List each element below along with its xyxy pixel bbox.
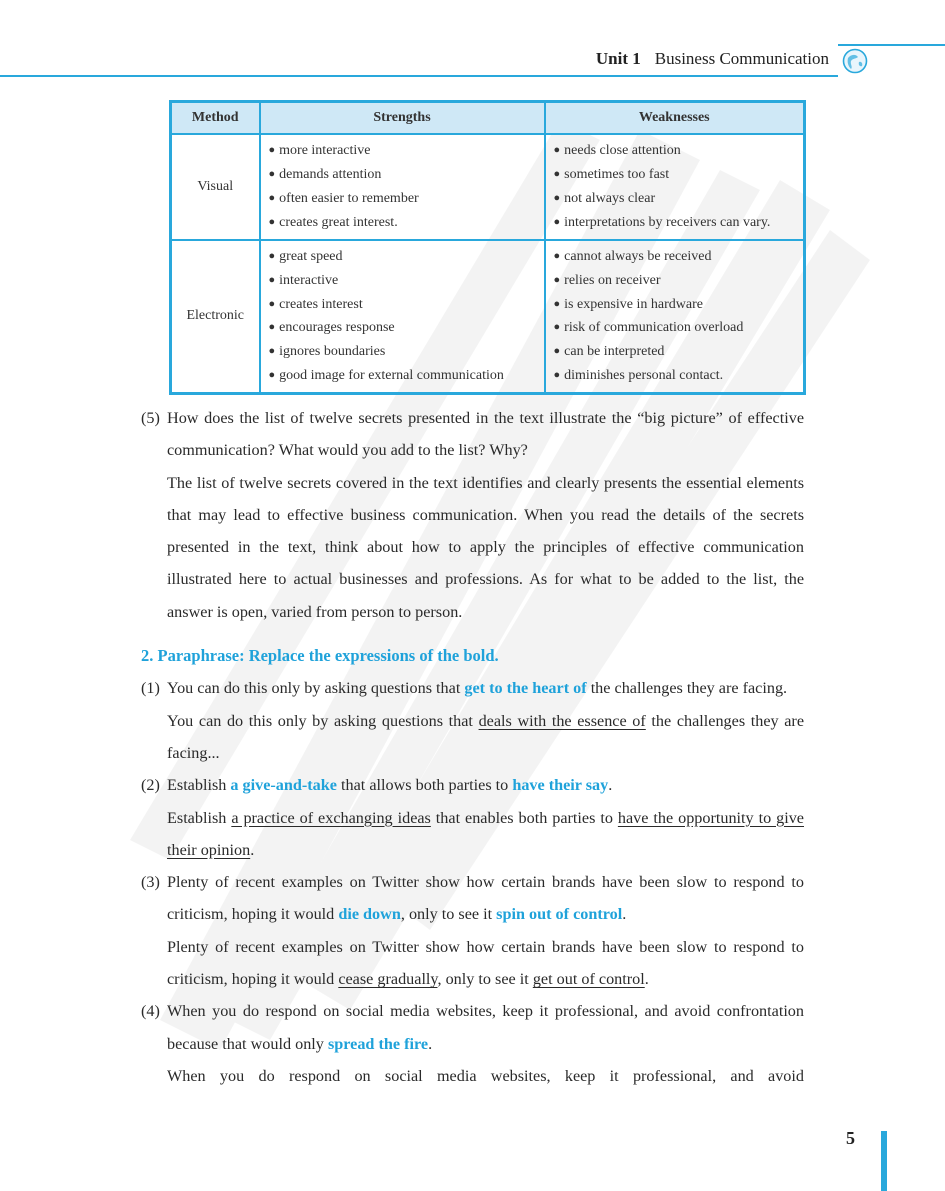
sentence-part: , only to see it bbox=[437, 970, 533, 989]
section-heading: 2. Paraphrase: Replace the expressions of the bold. bbox=[141, 646, 499, 666]
sentence-part: , only to see it bbox=[400, 905, 497, 924]
bold-expression: spin out of control bbox=[496, 905, 623, 924]
paraphrased-sentence bbox=[141, 705, 804, 770]
list-item: ● needs close attention bbox=[554, 139, 796, 163]
running-header bbox=[596, 49, 829, 69]
list-item: ● creates interest bbox=[269, 293, 536, 317]
replacement-expression: a practice of exchanging ideas bbox=[231, 808, 431, 827]
item-number: (4) bbox=[141, 1002, 160, 1021]
sentence-part: You can do this only by asking questions that bbox=[167, 711, 479, 730]
question-5 bbox=[141, 402, 804, 467]
sentence-part: You can do this only by asking questions that bbox=[167, 679, 465, 698]
sentence-part: the challenges they are facing. bbox=[586, 679, 788, 698]
sentence-part: . bbox=[250, 840, 255, 859]
list-item: ● great speed bbox=[269, 245, 536, 269]
chapter-title: Business Communication bbox=[654, 49, 829, 68]
sentence-part: Establish bbox=[167, 776, 231, 795]
sentence-part: When you do respond on social media websites, keep it professional, and avoid confrontation because that would only bbox=[167, 1002, 804, 1053]
sentence-part: . bbox=[644, 970, 649, 989]
replacement-expression: get out of control bbox=[532, 970, 645, 989]
list-item: ● good image for external communication bbox=[269, 364, 536, 388]
paraphrase-item-4 bbox=[141, 995, 804, 1060]
original-sentence bbox=[167, 672, 804, 704]
table-header-row bbox=[171, 102, 805, 135]
list-item: ● can be interpreted bbox=[554, 340, 796, 364]
question-text: How does the list of twelve secrets presented in the text illustrate the “big picture” of effective communication? What would you add to the list? Why? bbox=[167, 409, 804, 460]
item-number: (1) bbox=[141, 679, 160, 698]
list-item: ● sometimes too fast bbox=[554, 163, 796, 187]
list-item: ● cannot always be received bbox=[554, 245, 796, 269]
page-edge-bar bbox=[881, 1131, 887, 1191]
original-sentence bbox=[167, 995, 804, 1060]
replacement-expression: deals with the essence of bbox=[478, 711, 646, 730]
answer-text: The list of twelve secrets covered in the text identifies and clearly presents the essential elements that may lead to effective business communication. When you read the details of the secrets presented in the text, think about how to apply the principles of effective communication illustrated here to actual businesses and professions. As for what to be added to the list, the answer is open, varied from person to person. bbox=[167, 473, 804, 621]
weaknesses-cell bbox=[545, 240, 805, 393]
bold-expression: get to the heart of bbox=[464, 679, 587, 698]
list-item: ● interpretations by receivers can vary. bbox=[554, 211, 796, 235]
header-weaknesses: Weaknesses bbox=[545, 102, 805, 135]
list-item: ● risk of communication overload bbox=[554, 316, 796, 340]
methods-table bbox=[169, 100, 806, 395]
header-method: Method bbox=[171, 102, 260, 135]
paraphrase-item-1 bbox=[141, 672, 804, 704]
original-sentence bbox=[167, 866, 804, 931]
list-item: ● ignores boundaries bbox=[269, 340, 536, 364]
sentence-part: Establish bbox=[167, 808, 232, 827]
table-row bbox=[171, 134, 805, 240]
method-cell: Electronic bbox=[171, 240, 260, 393]
list-item: ● relies on receiver bbox=[554, 269, 796, 293]
paraphrased-sentence: When you do respond on social media websites, keep it professional, and avoid bbox=[167, 1066, 804, 1085]
header-rule bbox=[0, 75, 838, 77]
header-rule-right bbox=[838, 44, 945, 46]
paraphrased-sentence bbox=[141, 802, 804, 867]
sentence-part: that enables both parties to bbox=[430, 808, 618, 827]
header-strengths: Strengths bbox=[260, 102, 545, 135]
list-item: ● encourages response bbox=[269, 316, 536, 340]
strengths-cell bbox=[260, 240, 545, 393]
list-item: ● demands attention bbox=[269, 163, 536, 187]
item-number: (3) bbox=[141, 873, 160, 892]
list-item: ● often easier to remember bbox=[269, 187, 536, 211]
paraphrased-sentence bbox=[141, 931, 804, 996]
list-item: ● interactive bbox=[269, 269, 536, 293]
sentence-part: that allows both parties to bbox=[336, 776, 513, 795]
sentence-part: . bbox=[622, 905, 627, 924]
page-number: 5 bbox=[846, 1128, 855, 1148]
paraphrase-item-3 bbox=[141, 866, 804, 931]
sentence-part: the challenges they are facing... bbox=[167, 711, 805, 762]
list-item: ● creates great interest. bbox=[269, 211, 536, 235]
table-row bbox=[171, 240, 805, 393]
paraphrase-item-2 bbox=[141, 769, 804, 801]
bold-expression: have their say bbox=[512, 776, 609, 795]
sentence-part: Plenty of recent examples on Twitter show how certain brands have been slow to respond to criticism, hoping it would bbox=[167, 873, 804, 924]
item-number: (2) bbox=[141, 776, 160, 795]
weaknesses-cell bbox=[545, 134, 805, 240]
sentence-part: . bbox=[428, 1034, 433, 1053]
list-item: ● more interactive bbox=[269, 139, 536, 163]
bold-expression: spread the fire bbox=[327, 1034, 429, 1053]
method-cell: Visual bbox=[171, 134, 260, 240]
original-sentence bbox=[167, 769, 804, 801]
body-text bbox=[141, 402, 804, 1092]
replacement-expression: cease gradually bbox=[338, 970, 438, 989]
list-item: ● diminishes personal contact. bbox=[554, 364, 796, 388]
replacement-expression: have the opportunity to give their opinion bbox=[167, 808, 804, 859]
sentence-part: Plenty of recent examples on Twitter show how certain brands have been slow to respond to criticism, hoping it would bbox=[167, 937, 804, 989]
list-item: ● is expensive in hardware bbox=[554, 293, 796, 317]
strengths-cell bbox=[260, 134, 545, 240]
sentence-part: . bbox=[608, 776, 613, 795]
question-number: (5) bbox=[141, 409, 160, 427]
bold-expression: die down bbox=[338, 905, 401, 924]
list-item: ● not always clear bbox=[554, 187, 796, 211]
bold-expression: a give-and-take bbox=[230, 776, 337, 795]
globe-icon bbox=[842, 48, 868, 74]
unit-label: Unit 1 bbox=[595, 49, 641, 68]
